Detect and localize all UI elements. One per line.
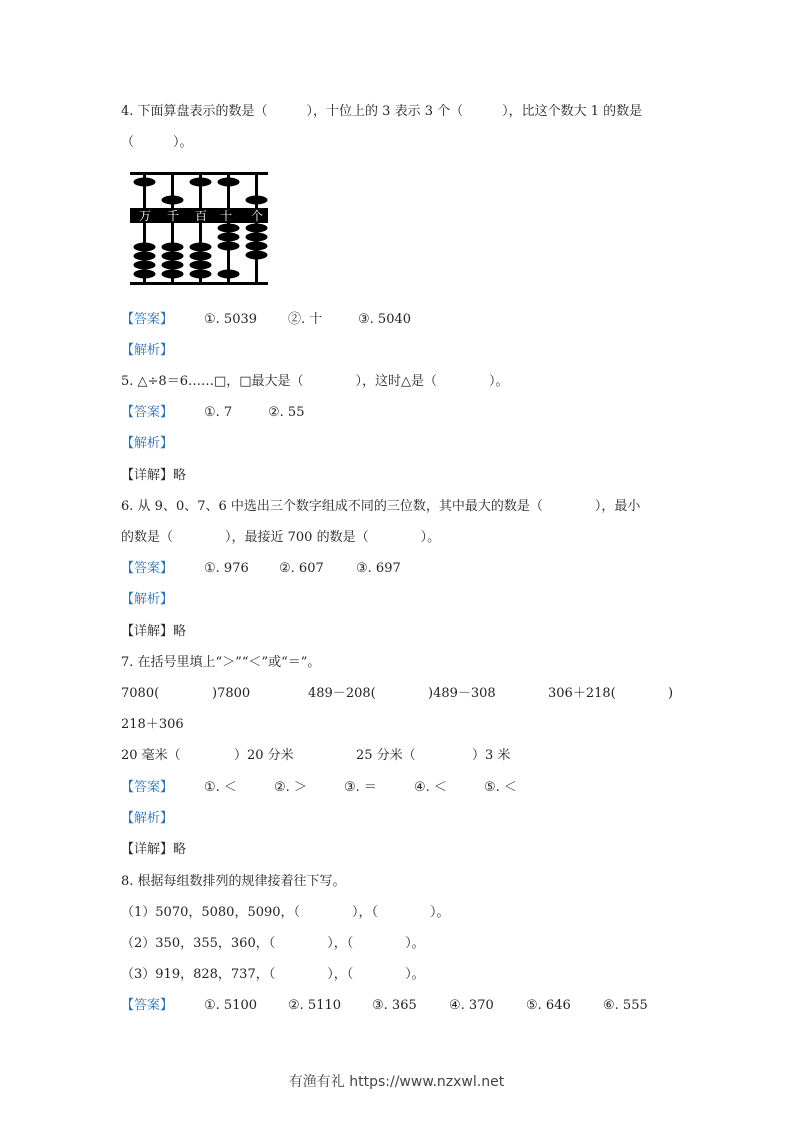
q5-detail-tag: 【详解】 [121,468,174,483]
q7-answer-2: ②. ＞ [274,780,307,795]
abacus-label-wan: 万 [139,209,152,223]
q7-detail-text: 略 [173,842,187,857]
q6-answer-3: ③. 697 [356,561,401,576]
q4-text-line2: （ ）。 [121,135,193,150]
q5-detail-text: 略 [173,468,187,483]
abacus-label-bai: 百 [195,209,208,223]
q7-row1-d: )489－308 [428,686,496,701]
q8-sub-1: （1）5070，5080，5090，（ ），（ ）。 [121,905,450,920]
q7-answer-5: ⑤. ＜ [484,780,517,795]
q4-answer-2: ②. 十 [288,312,323,327]
q7-detail-tag: 【详解】 [121,842,174,857]
q7-detail [121,841,186,859]
q7-row2: 218＋306 [121,717,184,732]
q7-row1-e: 306＋218( [548,686,616,701]
abacus-figure [130,170,270,288]
q7-row1-c: 489－208( [308,686,376,701]
q7-analysis-tag: 【解析】 [121,811,174,826]
q7-answer-tag: 【答案】 [121,780,174,795]
q8-text: 8. 根据每组数排列的规律接着往下写。 [121,874,346,889]
q8-answer-3: ③. 365 [372,998,417,1013]
q5-text: 5. △÷8＝6……□，□最大是（ ），这时△是（ ）。 [121,374,509,389]
q7-answer-3: ③. ＝ [344,780,377,795]
q5-detail [121,467,186,485]
q8-answer-tag: 【答案】 [121,998,174,1013]
abacus-label-ge: 个 [251,209,264,223]
q6-text-line1: 6. 从 9、0、7、6 中选出三个数字组成不同的三位数，其中最大的数是（ ），最小 [121,499,641,514]
q7-row1-b: )7800 [212,686,251,701]
q7-answer-4: ④. ＜ [414,780,447,795]
q6-detail-tag: 【详解】 [121,624,174,639]
q4-answer-1: ①. 5039 [204,312,258,327]
abacus-label-qian: 千 [167,209,180,223]
q6-detail [121,623,186,641]
q7-answer-1: ①. ＜ [204,780,237,795]
q8-answer-4: ④. 370 [449,998,494,1013]
q8-sub-2: （2）350，355，360，（ ），（ ）。 [121,936,425,951]
q7-row3-c: 25 分米（ [356,748,416,763]
q5-answer-1: ①. 7 [204,405,233,420]
q4-answer-3: ③. 5040 [358,312,412,327]
q7-text: 7. 在括号里填上“＞”“＜”或“＝”。 [121,655,321,670]
q7-row1-a: 7080( [121,686,160,701]
q6-text-line2: 的数是（ ），最接近 700 的数是（ ）。 [121,530,441,545]
q7-row3-d: ）3 米 [472,748,511,763]
q5-answer-2: ②. 55 [268,405,305,420]
q7-row3-b: ）20 分米 [234,748,294,763]
q8-sub-3: （3）919，828，737，（ ），（ ）。 [121,967,425,982]
q4-text-line1: 4. 下面算盘表示的数是（ ），十位上的 3 表示 3 个（ ），比这个数大 1 的数是 [121,104,643,119]
q6-detail-text: 略 [173,624,187,639]
q4-analysis-tag: 【解析】 [121,343,174,358]
q8-answer-5: ⑤. 646 [526,998,571,1013]
q8-answer-1: ①. 5100 [204,998,258,1013]
q7-row1-f: ) [668,686,674,701]
q8-answer-2: ②. 5110 [288,998,342,1013]
q6-answer-1: ①. 976 [204,561,249,576]
q5-answer-tag: 【答案】 [121,405,174,420]
q7-row3-a: 20 毫米（ [121,748,181,763]
q6-answer-2: ②. 607 [279,561,324,576]
abacus-label-shi: 十 [220,209,233,223]
footer-watermark: 有渔有礼 https://www.nzxwl.net [288,1074,505,1090]
q6-analysis-tag: 【解析】 [121,592,174,607]
q5-analysis-tag: 【解析】 [121,436,174,451]
q8-answer-6: ⑥. 555 [603,998,648,1013]
q6-answer-tag: 【答案】 [121,561,174,576]
q4-answer-tag: 【答案】 [121,312,174,327]
